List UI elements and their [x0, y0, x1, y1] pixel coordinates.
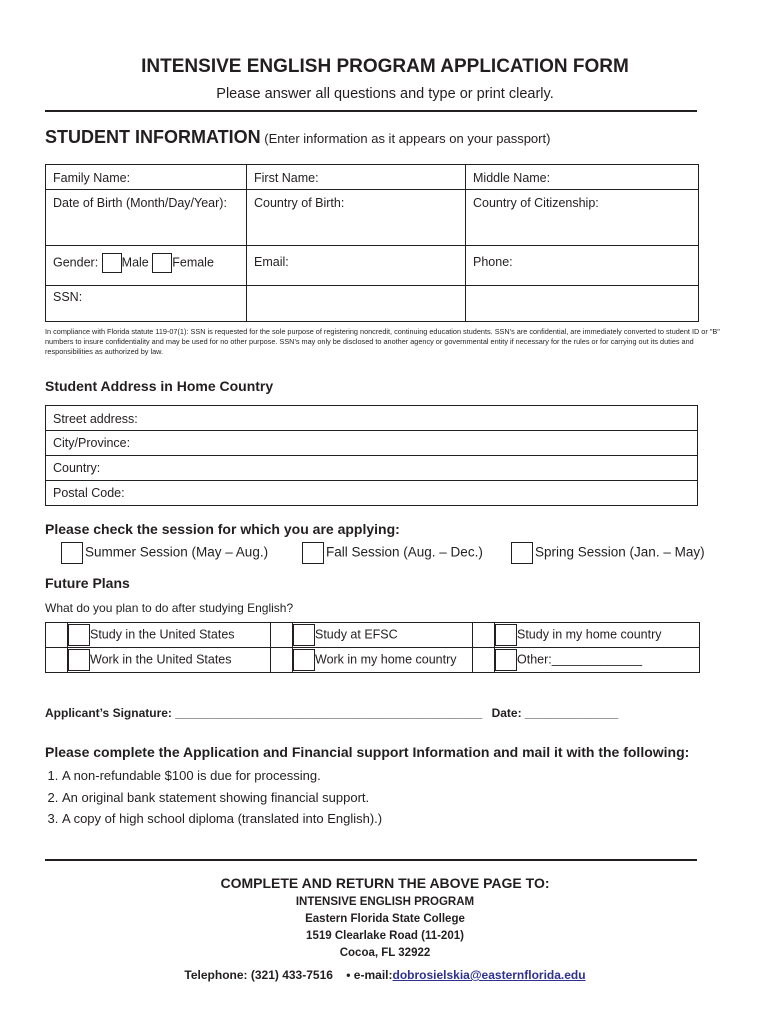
ssn-field[interactable]: [46, 286, 247, 322]
work-home-option: [293, 648, 473, 673]
footer-contact: [0, 968, 770, 982]
paren-close: ): [546, 131, 551, 146]
phone-label: Phone:: [473, 255, 513, 269]
footer-divider: [45, 859, 697, 861]
gender-field: [46, 246, 247, 286]
spring-checkbox[interactable]: [511, 542, 533, 564]
student-info-heading: [45, 127, 550, 148]
work-home-checkbox[interactable]: [293, 649, 315, 671]
other-checkbox[interactable]: [495, 649, 517, 671]
requirement-item: 2. An original bank statement showing financial support.: [62, 787, 382, 809]
country-citizenship-field[interactable]: [466, 190, 699, 246]
country-birth-label: Country of Birth:: [254, 196, 345, 210]
spring-label: Spring Session (Jan. – May): [535, 544, 705, 560]
header-divider: [45, 110, 697, 112]
country-field[interactable]: [46, 456, 698, 481]
study-us-checkbox[interactable]: [68, 624, 90, 646]
summer-option: [61, 542, 268, 564]
ssn-notice: In compliance with Florida statute 119-07(1): SSN is requested for the sole purpose of registering noncredit, continuing education students. SSN's are confidential, are immediately converted to student ID or "B" numbers to insure confidentiality and may be used for no other purpose. SSN's may only be disclosed to another agency or governmental entity if necessary for the rules or for carrying out its duties and responsibilities as authorized by law.: [45, 327, 720, 357]
country-citizenship-label: Country of Citizenship:: [473, 196, 599, 210]
fall-option: [302, 542, 483, 564]
family-name-field[interactable]: [46, 165, 247, 190]
requirements-list: [22, 765, 382, 830]
country-label: Country:: [53, 461, 101, 475]
email-label: Email:: [254, 255, 289, 269]
work-us-label: Work in the United States: [90, 652, 232, 667]
student-info-note: Enter information as it appears on your passport: [268, 131, 547, 146]
city-field[interactable]: [46, 431, 698, 456]
work-us-checkbox[interactable]: [68, 649, 90, 671]
postal-field[interactable]: [46, 481, 698, 506]
paren-open: (: [260, 131, 269, 146]
study-efsc-option: [293, 623, 473, 648]
address-table: [45, 405, 698, 506]
gender-label: Gender:: [53, 255, 99, 270]
street-label: Street address:: [53, 412, 138, 426]
dob-label: Date of Birth (Month/Day/Year):: [53, 196, 227, 210]
email-field[interactable]: [247, 246, 466, 286]
requirement-item: 1. A non-refundable $100 is due for processing.: [62, 765, 382, 787]
postal-label: Postal Code:: [53, 486, 125, 500]
form-title: INTENSIVE ENGLISH PROGRAM APPLICATION FORM: [141, 56, 629, 77]
country-birth-field[interactable]: [247, 190, 466, 246]
signature-field[interactable]: Applicant’s Signature: ______________________________________________: [45, 706, 483, 720]
date-field[interactable]: Date: ______________: [491, 706, 619, 720]
footer-college: Eastern Florida State College: [305, 913, 465, 925]
study-home-label: Study in my home country: [517, 627, 662, 642]
email-prefix: • e-mail:: [346, 968, 393, 982]
study-efsc-label: Study at EFSC: [315, 627, 398, 642]
footer-program: INTENSIVE ENGLISH PROGRAM: [295, 896, 475, 908]
address-heading: Student Address in Home Country: [45, 378, 274, 394]
ssn-label: SSN:: [53, 290, 83, 304]
first-name-label: First Name:: [254, 171, 319, 185]
email-link[interactable]: dobrosielskia@easternflorida.edu: [392, 968, 586, 982]
study-us-option: [68, 623, 271, 648]
work-home-label: Work in my home country: [315, 652, 457, 667]
session-heading: Please check the session for which you are applying:: [45, 521, 400, 537]
spring-option: [511, 542, 705, 564]
summer-label: Summer Session (May – Aug.): [85, 544, 269, 560]
requirements-heading: Please complete the Application and Financial support Information and mail it with the following:: [45, 744, 690, 760]
footer-heading: COMPLETE AND RETURN THE ABOVE PAGE TO:: [220, 875, 550, 891]
student-info-title: STUDENT INFORMATION: [45, 127, 261, 147]
form-subtitle: Please answer all questions and type or print clearly.: [216, 86, 554, 102]
male-label: Male: [121, 255, 149, 270]
work-us-option: [68, 648, 271, 673]
male-checkbox[interactable]: [102, 253, 122, 273]
street-field[interactable]: [46, 406, 698, 431]
fall-label: Fall Session (Aug. – Dec.): [326, 544, 483, 560]
footer-street: 1519 Clearlake Road (11-201): [306, 930, 464, 942]
footer-telephone: Telephone: (321) 433-7516: [184, 968, 333, 982]
fall-checkbox[interactable]: [302, 542, 324, 564]
middle-name-field[interactable]: [466, 165, 699, 190]
signature-line: [45, 706, 705, 720]
dob-field[interactable]: [46, 190, 247, 246]
summer-checkbox[interactable]: [61, 542, 83, 564]
phone-field[interactable]: [466, 246, 699, 286]
other-option: [495, 648, 700, 673]
city-label: City/Province:: [53, 436, 131, 450]
ssn-blank-2[interactable]: [466, 286, 699, 322]
study-home-checkbox[interactable]: [495, 624, 517, 646]
middle-name-label: Middle Name:: [473, 171, 551, 185]
study-home-option: [495, 623, 700, 648]
other-label: Other:_____________: [517, 652, 643, 667]
requirement-item: 3. A copy of high school diploma (translated into English).): [62, 808, 382, 830]
study-us-label: Study in the United States: [90, 627, 235, 642]
student-info-table: [45, 164, 699, 322]
family-name-label: Family Name:: [53, 171, 131, 185]
future-heading: Future Plans: [45, 575, 130, 591]
first-name-field[interactable]: [247, 165, 466, 190]
footer-city: Cocoa, FL 32922: [339, 947, 431, 959]
female-label: Female: [172, 255, 214, 270]
ssn-blank-1[interactable]: [247, 286, 466, 322]
future-table: [45, 622, 700, 673]
female-checkbox[interactable]: [152, 253, 172, 273]
future-question: What do you plan to do after studying English?: [45, 601, 294, 615]
study-efsc-checkbox[interactable]: [293, 624, 315, 646]
